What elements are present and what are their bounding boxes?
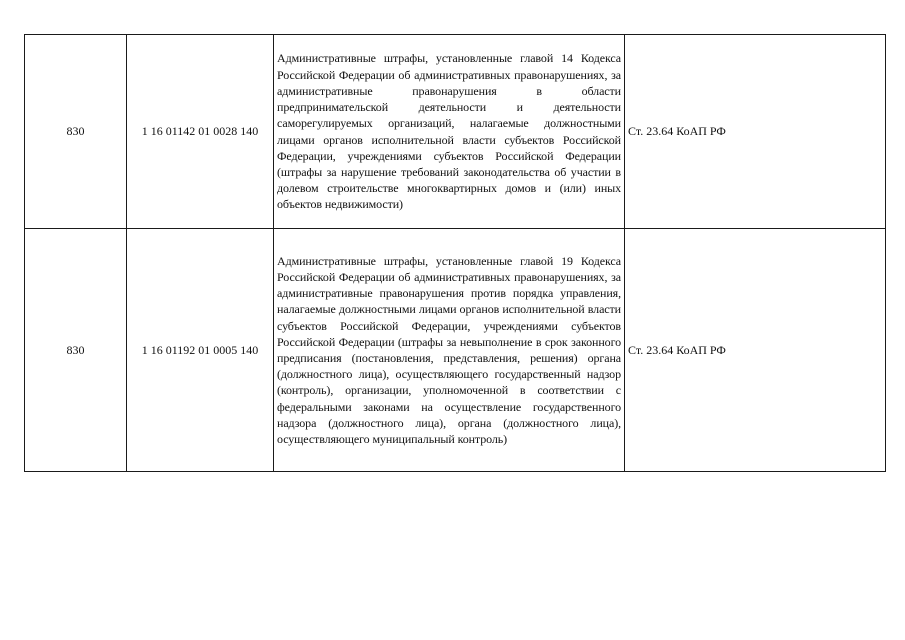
description-text: Административные штрафы, установленные главой 14 Кодекса Российской Федерации об административных правонарушениях, за административные правонарушения в области предпринимательской деятельности и деятельности саморегулируемых организаций, налагаемые должностными лицами органов исполнительной власти субъектов Российской Федерации, учреждениями субъектов Российской Федерации (штрафы за нарушение требований законодательства об участии в долевом строительстве многоквартирных домов и (или) иных объектов недвижимости) [277, 51, 621, 212]
article-cell: Ст. 23.64 КоАП РФ [625, 35, 886, 229]
kbk-cell: 1 16 01192 01 0005 140 [127, 229, 274, 472]
description-cell [274, 229, 625, 472]
table-row [25, 35, 886, 229]
admin-code-cell: 830 [25, 35, 127, 229]
article-cell: Ст. 23.64 КоАП РФ [625, 229, 886, 472]
table-row [25, 229, 886, 472]
description-text: Административные штрафы, установленные главой 19 Кодекса Российской Федерации об административных правонарушениях, за административные правонарушения против порядка управления, налагаемые должностными лицами органов исполнительной власти субъектов Российской Федерации, учреждениями субъектов Российской Федерации (штрафы за невыполнение в срок законного предписания (постановления, представления, решения) органа (должностного лица), осуществляющего государственный надзор (контроль), организации, уполномоченной в соответствии с федеральными законами на осуществление государственного надзора (должностного лица), органа (должностного лица), осуществляющего муниципальный контроль) [277, 253, 621, 447]
fines-table [24, 34, 886, 472]
admin-code-cell: 830 [25, 229, 127, 472]
kbk-cell: 1 16 01142 01 0028 140 [127, 35, 274, 229]
description-cell [274, 35, 625, 229]
